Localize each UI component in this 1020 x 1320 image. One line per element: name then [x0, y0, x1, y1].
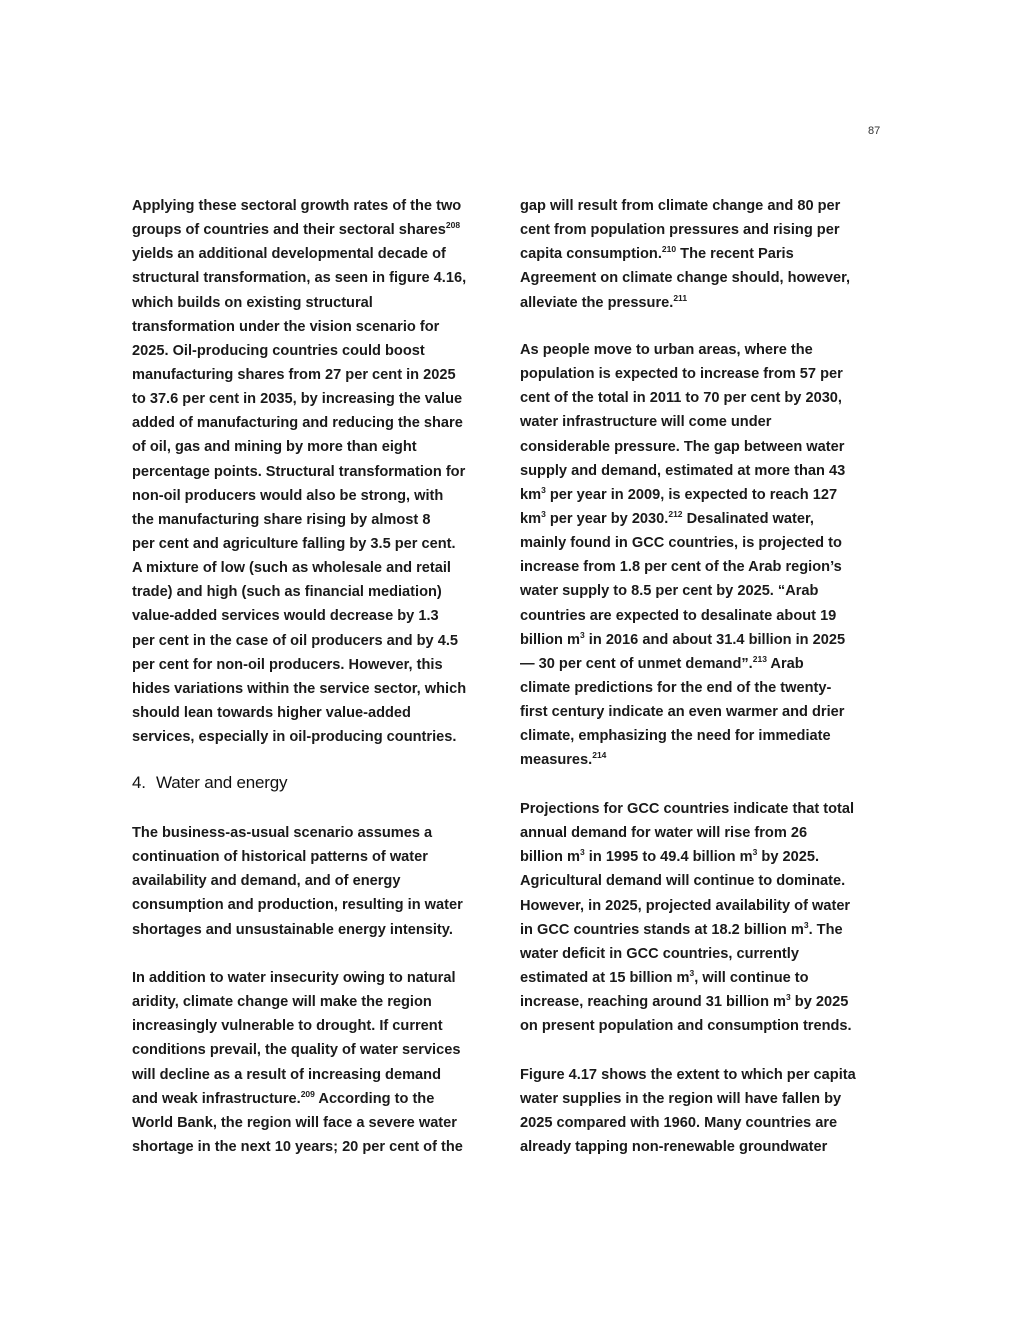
superscript: 210 — [661, 244, 677, 255]
text-line — [520, 894, 900, 918]
text-line — [520, 990, 900, 1014]
text-segment: should lean towards higher value-added — [132, 704, 411, 721]
text-segment: gap will result from climate change and 80 per — [520, 198, 841, 214]
superscript: 3 — [786, 992, 791, 1003]
text-segment: availability and demand, and of energy — [132, 873, 401, 890]
text-segment: A mixture of low (such as wholesale and retail — [132, 560, 451, 577]
superscript: 3 — [580, 629, 585, 640]
text-segment: As people move to urban areas, where the — [520, 342, 813, 358]
text-line — [520, 676, 900, 700]
text-segment: already tapping non-renewable groundwater — [520, 1139, 828, 1156]
text-segment: water infrastructure will come under — [520, 414, 772, 431]
text-segment: hides variations within the service sector, which — [132, 680, 467, 697]
text-line — [132, 315, 512, 339]
text-line — [520, 266, 900, 290]
text-line — [132, 1038, 512, 1062]
text-segment: 2025 compared with 1960. Many countries are — [520, 1115, 838, 1132]
text-line — [520, 845, 900, 869]
text-segment: non-oil producers would also be strong, with — [132, 487, 444, 504]
text-segment: climate, emphasizing the need for immediate — [520, 728, 831, 745]
page-number: 87 — [868, 125, 881, 137]
text-segment: , will continue to — [694, 969, 809, 986]
text-segment: yields an additional developmental decade of — [132, 246, 446, 263]
text-segment: shortage in the next 10 years; 20 per cent of the — [132, 1138, 463, 1155]
text-segment: km — [520, 486, 542, 503]
section-title: Water and energy — [156, 773, 288, 792]
superscript: 211 — [673, 292, 688, 303]
text-segment: percentage points. Structural transformation for — [132, 463, 466, 480]
text-segment: which builds on existing structural — [132, 294, 373, 311]
text-segment: per year by 2030. — [545, 510, 669, 527]
text-line — [520, 724, 900, 748]
text-line — [132, 869, 512, 893]
text-segment: Agricultural demand will continue to dominate. — [520, 873, 846, 890]
text-line — [520, 1087, 900, 1111]
text-segment: Desalinated water, — [682, 510, 814, 527]
text-segment: added of manufacturing and reducing the share — [132, 415, 463, 432]
text-segment: cent of the total in 2011 to 70 per cent by 2030, — [520, 390, 842, 407]
text-segment: will decline as a result of increasing demand — [132, 1066, 441, 1083]
text-segment: transformation under the vision scenario for — [132, 318, 440, 335]
text-line — [132, 918, 512, 942]
text-segment: on present population and consumption trends. — [520, 1018, 852, 1035]
text-segment: per cent and agriculture falling by 3.5 per cent. — [132, 535, 456, 552]
text-segment: water deficit in GCC countries, currently — [520, 945, 799, 962]
paragraph-water-insecurity — [132, 966, 512, 1159]
text-segment: . The — [808, 921, 843, 938]
text-segment: 2025. Oil-producing countries could boost — [132, 342, 425, 359]
paragraph-figure-reference — [520, 1063, 900, 1160]
text-segment: to 37.6 per cent in 2035, by increasing the value — [132, 391, 463, 408]
text-segment: considerable pressure. The gap between water — [520, 438, 845, 455]
text-segment: consumption and production, resulting in water — [132, 897, 463, 914]
superscript: 209 — [300, 1088, 315, 1099]
superscript: 3 — [541, 484, 546, 495]
text-segment: services, especially in oil-producing countries. — [132, 729, 457, 746]
text-line — [132, 194, 512, 218]
text-segment: km — [520, 510, 542, 527]
text-line — [132, 653, 512, 677]
text-segment: in 1995 to 49.4 billion m — [584, 849, 753, 866]
text-segment: first century indicate an even warmer and drier — [520, 704, 845, 721]
text-segment: mainly found in GCC countries, is projected to — [520, 535, 842, 552]
text-segment: increasingly vulnerable to drought. If current — [132, 1018, 443, 1035]
text-line — [520, 507, 900, 531]
text-line — [520, 555, 900, 579]
text-line — [520, 579, 900, 603]
text-line — [520, 1014, 900, 1038]
text-line — [132, 411, 512, 435]
text-line — [520, 748, 900, 772]
text-segment: countries are expected to desalinate about 19 — [520, 607, 837, 624]
paragraph-structural-transformation — [132, 194, 512, 749]
paragraph-gcc-projections — [520, 797, 900, 1038]
text-segment: capita consumption. — [520, 246, 662, 263]
text-line — [132, 556, 512, 580]
text-line — [520, 942, 900, 966]
text-line — [132, 604, 512, 628]
text-line — [520, 700, 900, 724]
text-line — [132, 1111, 512, 1135]
text-line — [132, 1063, 512, 1087]
text-segment: increase from 1.8 per cent of the Arab region’s — [520, 559, 842, 576]
text-segment: population is expected to increase from 57 per — [520, 366, 843, 383]
text-line — [132, 266, 512, 290]
paragraph-urban-water — [520, 338, 900, 773]
text-line — [132, 532, 512, 556]
text-line — [520, 362, 900, 386]
text-line — [132, 1135, 512, 1159]
superscript: 213 — [752, 653, 767, 664]
text-line — [132, 845, 512, 869]
text-segment: alleviate the pressure. — [520, 294, 674, 311]
text-line — [132, 580, 512, 604]
text-segment: The recent Paris — [676, 246, 794, 263]
text-line — [520, 483, 900, 507]
text-line — [520, 821, 900, 845]
text-line — [132, 363, 512, 387]
text-line — [132, 1014, 512, 1038]
text-segment: The business-as-usual scenario assumes a — [132, 825, 433, 841]
text-line — [520, 386, 900, 410]
text-line — [132, 677, 512, 701]
text-line — [132, 990, 512, 1014]
text-line — [132, 629, 512, 653]
text-line — [520, 628, 900, 652]
text-line — [132, 339, 512, 363]
text-segment: by 2025. — [757, 849, 820, 866]
text-segment: in GCC countries stands at 18.2 billion m — [520, 921, 804, 938]
text-line — [520, 1111, 900, 1135]
text-line — [132, 291, 512, 315]
superscript: 3 — [580, 847, 585, 858]
text-segment: Applying these sectoral growth rates of the two — [132, 198, 462, 214]
text-segment: supply and demand, estimated at more than 43 — [520, 462, 846, 479]
text-line — [132, 821, 512, 845]
text-line — [132, 725, 512, 749]
text-line — [132, 218, 512, 242]
text-line — [132, 966, 512, 990]
text-segment: in 2016 and about 31.4 billion in 2025 — [584, 631, 846, 648]
text-segment: manufacturing shares from 27 per cent in 2025 — [132, 366, 456, 383]
text-segment: Agreement on climate change should, however, — [520, 270, 851, 287]
text-line — [132, 387, 512, 411]
text-segment: annual demand for water will rise from 26 — [520, 825, 808, 842]
text-segment: and weak infrastructure. — [132, 1090, 301, 1107]
text-segment: shortages and unsustainable energy intensity. — [132, 921, 453, 938]
text-line — [520, 338, 900, 362]
text-line — [132, 484, 512, 508]
superscript: 212 — [668, 508, 683, 519]
text-line — [520, 604, 900, 628]
text-line — [520, 869, 900, 893]
text-segment: climate predictions for the end of the twenty- — [520, 679, 832, 696]
text-segment: water supply to 8.5 per cent by 2025. “Arab — [520, 583, 819, 600]
section-heading — [132, 773, 287, 793]
text-segment: Figure 4.17 shows the extent to which per capita — [520, 1067, 856, 1083]
text-line — [132, 460, 512, 484]
text-line — [520, 410, 900, 434]
text-line — [520, 1063, 900, 1087]
text-segment: structural transformation, as seen in figure 4.16, — [132, 270, 467, 287]
text-line — [520, 797, 900, 821]
text-segment: billion m — [520, 631, 580, 648]
text-line — [520, 966, 900, 990]
text-segment: However, in 2025, projected availability of water — [520, 897, 851, 914]
text-segment: the manufacturing share rising by almost 8 — [132, 511, 431, 528]
text-segment: value-added services would decrease by 1.3 — [132, 608, 439, 625]
text-segment: water supplies in the region will have fallen by — [520, 1091, 842, 1108]
text-line — [132, 242, 512, 266]
superscript: 3 — [689, 967, 695, 978]
text-segment: cent from population pressures and rising per — [520, 222, 840, 239]
text-line — [132, 508, 512, 532]
text-line — [132, 893, 512, 917]
text-line — [132, 1087, 512, 1111]
text-segment: Arab — [766, 655, 804, 672]
text-line — [132, 435, 512, 459]
superscript: 3 — [541, 508, 546, 519]
text-line — [520, 918, 900, 942]
superscript: 3 — [752, 847, 758, 858]
text-segment: by 2025 — [790, 994, 849, 1011]
text-line — [520, 459, 900, 483]
text-line — [520, 242, 900, 266]
text-segment: According to the — [314, 1090, 435, 1107]
text-segment: measures. — [520, 752, 593, 769]
text-segment: World Bank, the region will face a severe water — [132, 1114, 457, 1131]
text-segment: Projections for GCC countries indicate that total — [520, 801, 855, 817]
text-segment: conditions prevail, the quality of water services — [132, 1042, 461, 1059]
text-segment: per cent in the case of oil producers and by 4.5 — [132, 632, 459, 649]
text-segment: trade) and high (such as financial mediation) — [132, 584, 442, 601]
text-line — [520, 218, 900, 242]
text-segment: billion m — [520, 849, 580, 866]
text-segment: groups of countries and their sectoral shares — [132, 222, 446, 239]
text-line — [132, 701, 512, 725]
text-line — [520, 1135, 900, 1159]
superscript: 214 — [592, 750, 607, 761]
superscript: 3 — [803, 919, 809, 930]
text-segment: In addition to water insecurity owing to natural — [132, 970, 456, 986]
text-segment: increase, reaching around 31 billion m — [520, 994, 787, 1011]
text-segment: of oil, gas and mining by more than eight — [132, 439, 417, 456]
text-line — [520, 531, 900, 555]
paragraph-business-as-usual — [132, 821, 512, 942]
text-line — [520, 652, 900, 676]
text-line — [520, 194, 900, 218]
superscript: 208 — [445, 220, 461, 231]
text-segment: aridity, climate change will make the region — [132, 994, 432, 1011]
text-segment: continuation of historical patterns of water — [132, 849, 428, 866]
text-line — [520, 291, 900, 315]
text-segment: per year in 2009, is expected to reach 127 — [545, 486, 838, 503]
section-number: 4. — [132, 773, 146, 792]
text-segment: estimated at 15 billion m — [520, 969, 690, 986]
paragraph-climate-gap — [520, 194, 900, 315]
text-segment: — 30 per cent of unmet demand”. — [520, 655, 753, 672]
text-segment: per cent for non-oil producers. However, this — [132, 656, 443, 673]
text-line — [520, 435, 900, 459]
